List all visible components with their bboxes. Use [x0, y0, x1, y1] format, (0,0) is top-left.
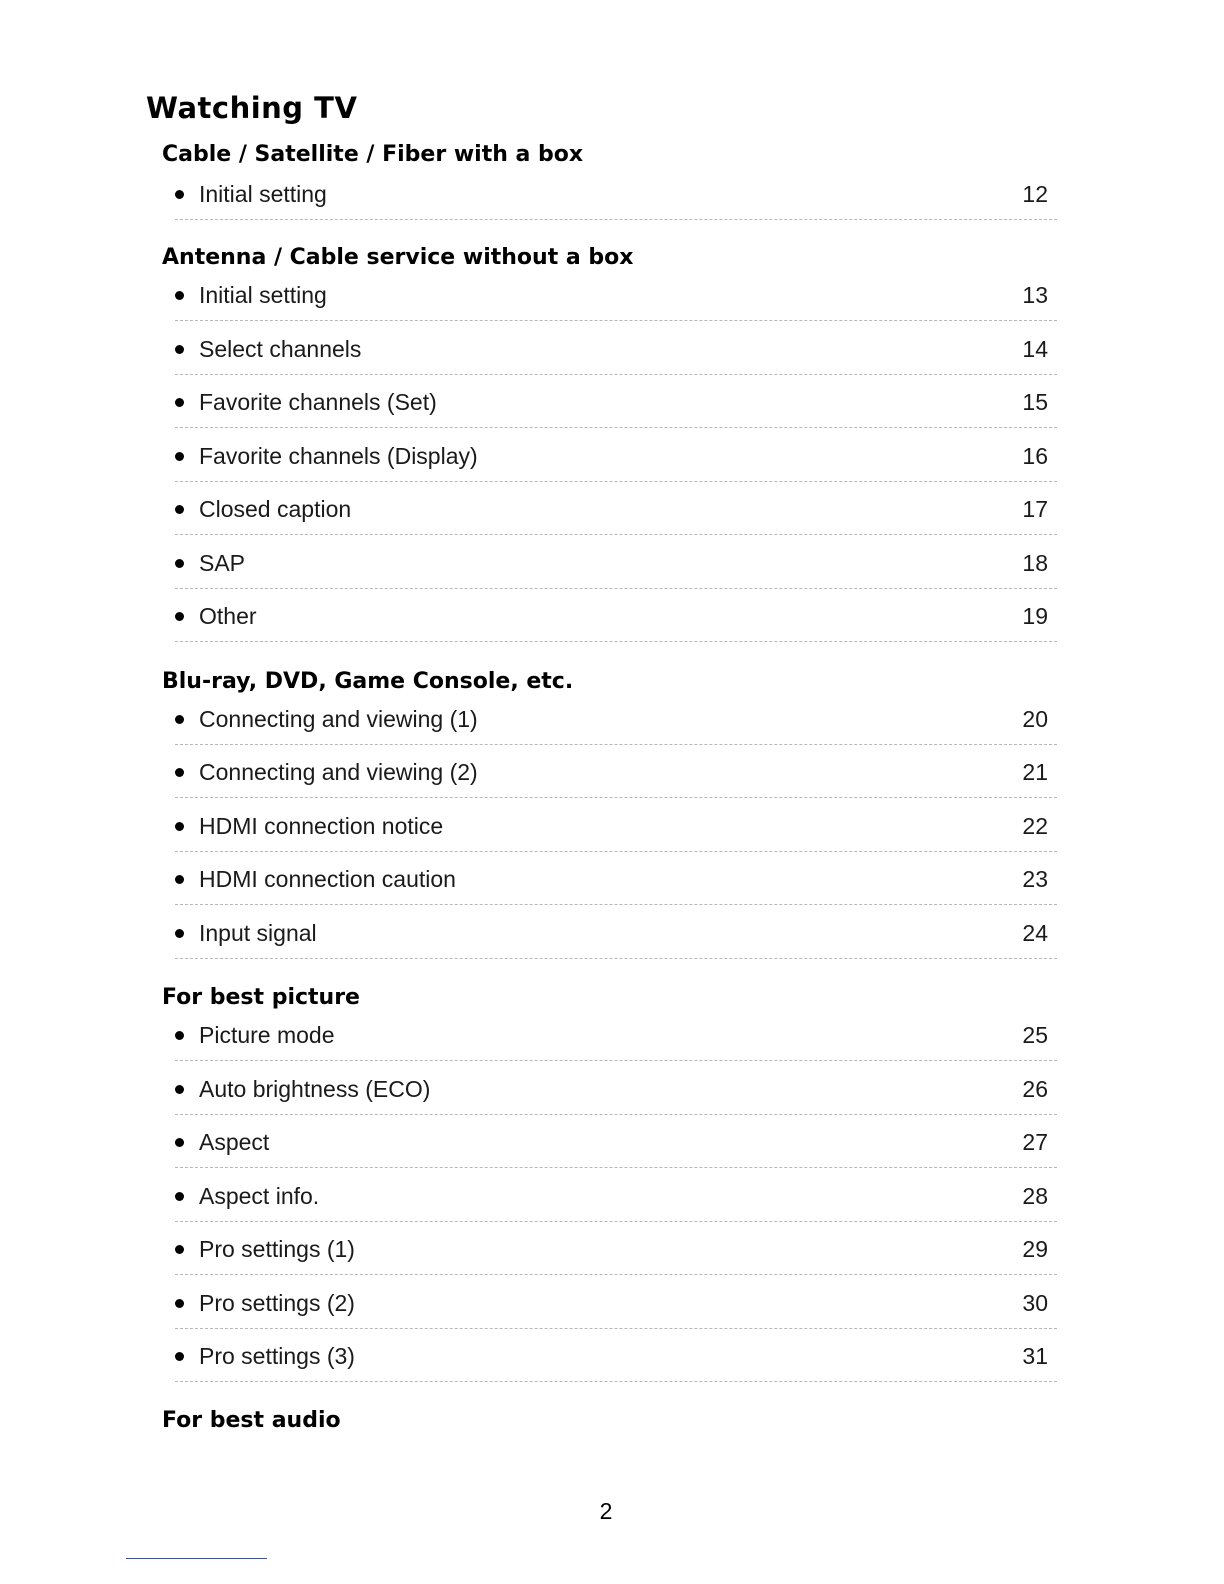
section-heading: Cable / Satellite / Fiber with a box — [162, 142, 584, 167]
toc-entry-page: 27 — [1022, 1129, 1048, 1155]
bullet-icon — [175, 822, 184, 831]
bullet-icon — [175, 345, 184, 354]
toc-entry[interactable] — [175, 1338, 1057, 1382]
toc-entry-page: 21 — [1022, 759, 1048, 785]
toc-entry-page: 18 — [1022, 550, 1048, 576]
toc-entry[interactable] — [175, 277, 1057, 321]
toc-entry-label: Initial setting — [199, 282, 327, 308]
toc-entry-label: Closed caption — [199, 496, 352, 522]
toc-entry[interactable] — [175, 1071, 1057, 1115]
toc-entry[interactable] — [175, 754, 1057, 798]
toc-entry[interactable] — [175, 701, 1057, 745]
toc-entry-label: Input signal — [199, 920, 317, 946]
footer-divider — [126, 1558, 267, 1559]
toc-entry[interactable] — [175, 384, 1057, 428]
bullet-icon — [175, 291, 184, 300]
toc-entry-page: 23 — [1022, 866, 1048, 892]
toc-entry-page: 22 — [1022, 813, 1048, 839]
section-heading: Blu-ray, DVD, Game Console, etc. — [162, 669, 574, 694]
toc-entry[interactable] — [175, 861, 1057, 905]
toc-entry-page: 20 — [1022, 706, 1048, 732]
toc-entry[interactable] — [175, 1124, 1057, 1168]
toc-entry[interactable] — [175, 808, 1057, 852]
bullet-icon — [175, 1245, 184, 1254]
toc-entry-label: Picture mode — [199, 1022, 335, 1048]
bullet-icon — [175, 398, 184, 407]
toc-entry-label: HDMI connection notice — [199, 813, 444, 839]
toc-entry-page: 24 — [1022, 920, 1048, 946]
toc-entry-page: 19 — [1022, 603, 1048, 629]
toc-entry-page: 17 — [1022, 496, 1048, 522]
bullet-icon — [175, 715, 184, 724]
toc-entry-page: 29 — [1022, 1236, 1048, 1262]
page-title: Watching TV — [146, 91, 358, 125]
page-number: 2 — [599, 1498, 613, 1524]
toc-entry-label: SAP — [199, 550, 246, 576]
toc-entry-label: Select channels — [199, 336, 362, 362]
toc-entry-label: Favorite channels (Set) — [199, 389, 437, 415]
bullet-icon — [175, 1352, 184, 1361]
toc-entry[interactable] — [175, 1285, 1057, 1329]
toc-entry-label: HDMI connection caution — [199, 866, 456, 892]
bullet-icon — [175, 1192, 184, 1201]
toc-entry[interactable] — [175, 1017, 1057, 1061]
toc-entry[interactable] — [175, 598, 1057, 642]
bullet-icon — [175, 1031, 184, 1040]
toc-entry-label: Auto brightness (ECO) — [199, 1076, 431, 1102]
toc-entry[interactable] — [175, 438, 1057, 482]
toc-entry-page: 28 — [1022, 1183, 1048, 1209]
toc-entry[interactable] — [175, 491, 1057, 535]
toc-entry-page: 12 — [1022, 181, 1048, 207]
bullet-icon — [175, 452, 184, 461]
toc-entry[interactable] — [175, 1178, 1057, 1222]
toc-entry[interactable] — [175, 331, 1057, 375]
bullet-icon — [175, 190, 184, 199]
toc-entry-page: 16 — [1022, 443, 1048, 469]
toc-entry-label: Other — [199, 603, 257, 629]
toc-entry[interactable] — [175, 176, 1057, 220]
section-heading: For best audio — [162, 1408, 341, 1433]
bullet-icon — [175, 1085, 184, 1094]
section-heading: For best picture — [162, 985, 360, 1010]
bullet-icon — [175, 768, 184, 777]
toc-entry[interactable] — [175, 915, 1057, 959]
toc-entry-page: 15 — [1022, 389, 1048, 415]
toc-entry-page: 13 — [1022, 282, 1048, 308]
toc-entry-page: 30 — [1022, 1290, 1048, 1316]
bullet-icon — [175, 875, 184, 884]
toc-entry-label: Favorite channels (Display) — [199, 443, 478, 469]
toc-entry[interactable] — [175, 1231, 1057, 1275]
bullet-icon — [175, 559, 184, 568]
bullet-icon — [175, 929, 184, 938]
toc-entry-page: 31 — [1022, 1343, 1048, 1369]
toc-entry-page: 14 — [1022, 336, 1048, 362]
toc-entry[interactable] — [175, 545, 1057, 589]
toc-entry-label: Aspect info. — [199, 1183, 320, 1209]
bullet-icon — [175, 612, 184, 621]
bullet-icon — [175, 505, 184, 514]
toc-entry-label: Initial setting — [199, 181, 327, 207]
toc-entry-page: 25 — [1022, 1022, 1048, 1048]
toc-entry-label: Pro settings (3) — [199, 1343, 355, 1369]
toc-entry-label: Aspect — [199, 1129, 270, 1155]
toc-entry-label: Pro settings (2) — [199, 1290, 355, 1316]
toc-entry-page: 26 — [1022, 1076, 1048, 1102]
toc-entry-label: Pro settings (1) — [199, 1236, 355, 1262]
bullet-icon — [175, 1299, 184, 1308]
toc-entry-label: Connecting and viewing (1) — [199, 706, 478, 732]
section-heading: Antenna / Cable service without a box — [162, 245, 634, 270]
bullet-icon — [175, 1138, 184, 1147]
toc-entry-label: Connecting and viewing (2) — [199, 759, 478, 785]
